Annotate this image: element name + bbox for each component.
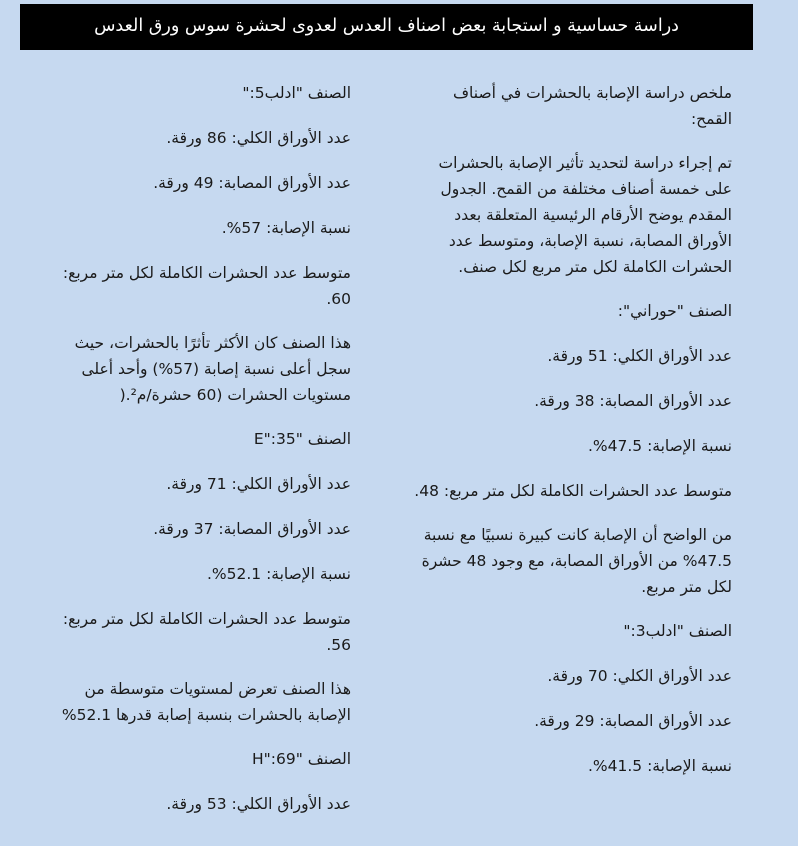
note-idlib5: هذا الصنف كان الأكثر تأثرًا بالحشرات، حيث سجل أعلى نسبة إصابة (57%) وأحد أعلى مستويات الحشرات (60 حشرة/م².( [74,334,351,404]
infection-rate-hourani: نسبة الإصابة: 47.5%. [587,437,732,455]
variety-heading-h69: الصنف "H":69 [252,750,351,768]
variety-heading-idlib3: الصنف "ادلب3:" [623,622,732,640]
total-leaves-idlib5: عدد الأوراق الكلي: 86 ورقة. [166,129,351,147]
infected-leaves-idlib3: عدد الأوراق المصابة: 29 ورقة. [534,712,732,730]
page-title: دراسة حساسية و استجابة بعض اصناف العدس لعدوى لحشرة سوس ورق العدس [20,4,753,50]
total-leaves-h69: عدد الأوراق الكلي: 53 ورقة. [166,795,351,813]
infected-leaves-e35: عدد الأوراق المصابة: 37 ورقة. [153,520,351,538]
infected-leaves-idlib5: عدد الأوراق المصابة: 49 ورقة. [153,174,351,192]
summary-heading: ملخص دراسة الإصابة بالحشرات في أصناف القمح: [452,84,732,128]
total-leaves-idlib3: عدد الأوراق الكلي: 70 ورقة. [547,667,732,685]
infected-leaves-hourani: عدد الأوراق المصابة: 38 ورقة. [534,392,732,410]
summary-paragraph: تم إجراء دراسة لتحديد تأثير الإصابة بالحشرات على خمسة أصناف مختلفة من القمح. الجدول المقدم يوضح الأرقام الرئيسية المتعلقة بعدد الأوراق المصابة، نسبة الإصابة، ومتوسط عدد الحشرات الكاملة لكل متر مربع لكل صنف. [438,154,732,276]
infection-rate-idlib3: نسبة الإصابة: 41.5%. [587,757,732,775]
note-hourani: من الواضح أن الإصابة كانت كبيرة نسبيًا مع نسبة 47.5% من الأوراق المصابة، مع وجود 48 حشرة لكل متر مربع. [421,526,732,596]
note-e35: هذا الصنف تعرض لمستويات متوسطة من الإصابة بالحشرات بنسبة إصابة قدرها 52.1% [61,680,351,724]
insect-average-idlib5: متوسط عدد الحشرات الكاملة لكل متر مربع: 60. [62,264,351,308]
infection-rate-idlib5: نسبة الإصابة: 57%. [221,219,351,237]
total-leaves-hourani: عدد الأوراق الكلي: 51 ورقة. [547,347,732,365]
total-leaves-e35: عدد الأوراق الكلي: 71 ورقة. [166,475,351,493]
variety-heading-idlib5: الصنف "ادلب5:" [242,84,351,102]
variety-heading-hourani: الصنف "حوراني": [617,302,732,320]
variety-heading-e35: الصنف "E":35 [253,430,351,448]
insect-average-e35: متوسط عدد الحشرات الكاملة لكل متر مربع: 56. [62,610,351,654]
right-column [412,80,732,798]
left-column [51,80,351,836]
infection-rate-e35: نسبة الإصابة: 52.1%. [206,565,351,583]
insect-average-hourani: متوسط عدد الحشرات الكاملة لكل متر مربع: 48. [414,482,732,500]
